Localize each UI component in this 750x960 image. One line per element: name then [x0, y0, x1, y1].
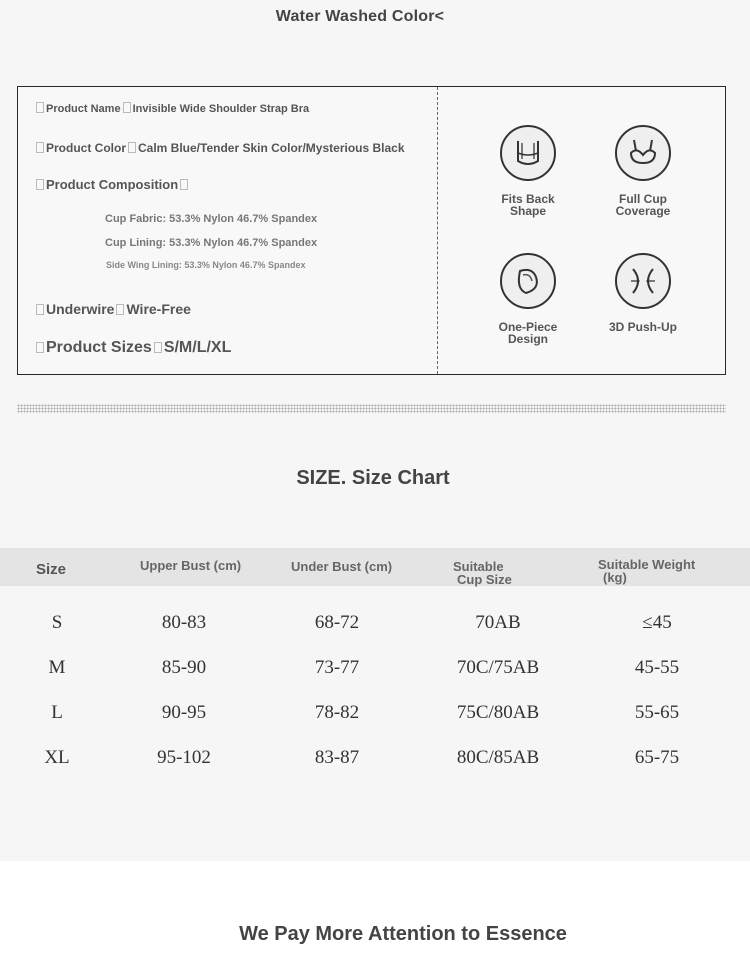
spec-underwire: [36, 301, 191, 317]
size-chart-header: [0, 548, 750, 586]
one-piece-icon: [500, 253, 556, 309]
feature-one-piece-design: [478, 253, 578, 345]
spec-product-sizes: [36, 339, 231, 357]
cell-cup-size: 70AB: [475, 612, 521, 633]
bullet-square-icon: [36, 342, 44, 353]
header-upper-bust: Upper Bust (cm): [140, 558, 242, 573]
spec-value: S/M/L/XL: [163, 339, 232, 356]
cell-under-bust: 68-72: [314, 612, 360, 633]
bullet-square-icon: [116, 304, 124, 315]
full-cup-icon: [615, 125, 671, 181]
spec-value: Calm Blue/Tender Skin Color/Mysterious Black: [138, 141, 405, 155]
spec-product-name: [36, 102, 309, 115]
cell-size: S: [51, 612, 63, 633]
header-size: Size: [36, 561, 67, 578]
feature-label-line2: Coverage: [615, 204, 671, 218]
header-weight-line1: Suitable Weight: [598, 557, 696, 572]
cell-cup-size: 70C/75AB: [456, 657, 540, 678]
back-shape-icon: [500, 125, 556, 181]
cell-under-bust: 83-87: [314, 747, 360, 768]
header-cup-line2: Cup Size: [457, 572, 512, 587]
size-chart-title: SIZE. Size Chart: [296, 467, 450, 489]
cell-cup-size: 80C/85AB: [456, 747, 540, 768]
product-spec-box: [17, 86, 726, 375]
spec-value: Wire-Free: [126, 301, 191, 317]
bullet-square-icon: [128, 142, 136, 153]
cell-upper-bust: 80-83: [161, 612, 207, 633]
push-up-icon: [615, 253, 671, 309]
spec-label: Product Sizes: [46, 339, 152, 356]
spec-label: Product Name: [46, 103, 121, 115]
bullet-square-icon: [36, 304, 44, 315]
spec-value: Invisible Wide Shoulder Strap Bra: [132, 103, 310, 115]
cell-upper-bust: 90-95: [161, 702, 207, 723]
bullet-square-icon: [36, 102, 44, 113]
cell-under-bust: 73-77: [314, 657, 360, 678]
feature-label-line1: Fits Back: [501, 192, 555, 206]
section-title-water-washed: Water Washed Color<: [275, 8, 445, 25]
table-row: [0, 702, 750, 726]
header-cup-size: [453, 560, 512, 586]
cell-size: M: [48, 657, 66, 678]
bullet-square-icon: [123, 102, 131, 113]
feature-label-line2: Design: [507, 332, 548, 346]
cell-weight: 55-65: [634, 702, 680, 723]
header-weight: [598, 558, 695, 584]
feature-label-line1: Full Cup: [619, 192, 667, 206]
cell-weight: 45-55: [634, 657, 680, 678]
bullet-square-icon: [180, 179, 188, 190]
table-row: [0, 657, 750, 681]
cell-under-bust: 78-82: [314, 702, 360, 723]
feature-3d-push-up: [593, 253, 693, 333]
spec-label: Product Composition: [46, 177, 179, 192]
cell-upper-bust: 95-102: [157, 747, 211, 768]
spec-product-composition: [36, 177, 190, 192]
cell-upper-bust: 85-90: [161, 657, 207, 678]
spec-cup-lining: Cup Lining: 53.3% Nylon 46.7% Spandex: [105, 237, 318, 249]
table-row: [0, 612, 750, 636]
feature-fits-back-shape: [478, 125, 578, 217]
essence-tagline: We Pay More Attention to Essence: [239, 923, 567, 945]
spec-cup-fabric: Cup Fabric: 53.3% Nylon 46.7% Spandex: [105, 213, 318, 225]
spec-side-wing-lining: Side Wing Lining: 53.3% Nylon 46.7% Spandex: [106, 260, 306, 270]
spec-product-color: [36, 141, 405, 155]
cell-cup-size: 75C/80AB: [456, 702, 540, 723]
table-row: [0, 747, 750, 771]
feature-label-line2: Shape: [509, 204, 546, 218]
feature-label-line1: One-Piece: [498, 320, 558, 334]
bullet-square-icon: [36, 142, 44, 153]
spec-label: Product Color: [46, 141, 126, 155]
feature-full-cup-coverage: [593, 125, 693, 217]
cell-size: XL: [44, 747, 70, 768]
dotted-separator: [17, 404, 726, 413]
header-cup-line1: Suitable: [453, 559, 504, 574]
cell-weight: ≤45: [642, 612, 672, 633]
spec-divider: [437, 87, 438, 374]
header-under-bust: Under Bust (cm): [291, 559, 393, 574]
bullet-square-icon: [154, 342, 162, 353]
feature-label-line1: 3D Push-Up: [608, 320, 677, 334]
spec-label: Underwire: [46, 301, 115, 317]
cell-size: L: [51, 702, 63, 723]
bullet-square-icon: [36, 179, 44, 190]
cell-weight: 65-75: [634, 747, 680, 768]
header-weight-line2: (kg): [603, 570, 627, 585]
